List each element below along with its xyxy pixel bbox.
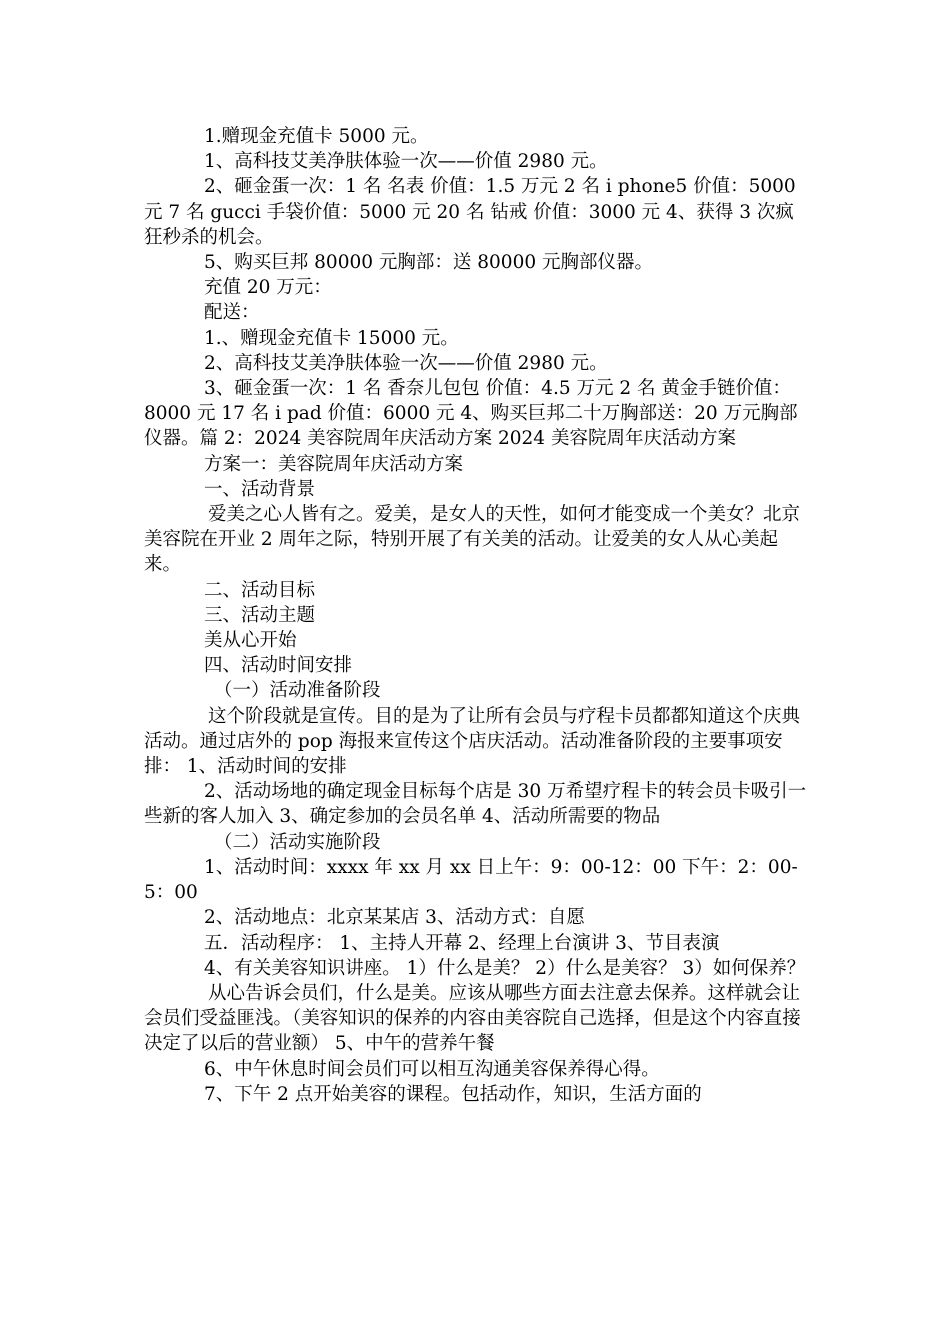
- paragraph: 3、砸金蛋一次：1 名 香奈儿包包 价值：4.5 万元 2 名 黄金手链价值：8000 元 17 名 i pad 价值：6000 元 4、购买巨邦二十万胸部送：20 万元胸部仪器。篇 2：2024 美容院周年庆活动方案 2024 美容院周年庆活动方案: [144, 378, 798, 450]
- paragraph: 从心告诉会员们，什么是美。应该从哪些方面去注意去保养。这样就会让会员们受益匪浅。（美容知识的保养的内容由美容院自己选择，但是这个内容直接决定了以后的营业额） 5、中午的营养午餐: [144, 982, 801, 1055]
- document-body: [144, 124, 810, 1107]
- paragraph: 三、活动主题: [204, 604, 316, 626]
- paragraph: 一、活动背景: [204, 478, 316, 500]
- paragraph: 1、高科技艾美净肤体验一次——价值 2980 元。: [204, 151, 608, 173]
- paragraph: （一）活动准备阶段: [214, 680, 381, 702]
- paragraph: 4、有关美容知识讲座。 1）什么是美？ 2）什么是美容？ 3）如何保养？: [204, 957, 806, 979]
- paragraph: 7、下午 2 点开始美容的课程。包括动作，知识，生活方面的: [204, 1083, 702, 1105]
- paragraph: 6、中午休息时间会员们可以相互沟通美容保养得心得。: [204, 1058, 660, 1080]
- paragraph: 四、活动时间安排: [204, 655, 353, 677]
- paragraph: 二、活动目标: [204, 579, 316, 601]
- paragraph: 五．活动程序： 1、主持人开幕 2、经理上台演讲 3、节目表演: [204, 932, 720, 954]
- paragraph: 配送：: [204, 302, 260, 324]
- paragraph: 2、活动场地的确定现金目标每个店是 30 万希望疗程卡的转会员卡吸引一些新的客人加入 3、确定参加的会员名单 4、活动所需要的物品: [144, 781, 807, 828]
- paragraph: （二）活动实施阶段: [214, 831, 381, 853]
- paragraph: 1.赠现金充值卡 5000 元。: [204, 126, 429, 147]
- paragraph: 这个阶段就是宣传。目的是为了让所有会员与疗程卡员都都知道这个庆典活动。通过店外的 pop 海报来宣传这个店庆活动。活动准备阶段的主要事项安排： 1、活动时间的安排: [144, 705, 801, 778]
- paragraph: 2、高科技艾美净肤体验一次——价值 2980 元。: [204, 352, 608, 374]
- paragraph: 1.、赠现金充值卡 15000 元。: [204, 327, 459, 349]
- paragraph: 2、活动地点：北京某某店 3、活动方式：自愿: [204, 907, 585, 929]
- paragraph: 1、活动时间：xxxx 年 xx 月 xx 日上午：9：00-12：00 下午：2：00-5：00: [144, 856, 798, 904]
- paragraph: 5、购买巨邦 80000 元胸部：送 80000 元胸部仪器。: [204, 252, 653, 274]
- paragraph: 2、砸金蛋一次：1 名 名表 价值：1.5 万元 2 名 i phone5 价值：5000 元 7 名 gucci 手袋价值：5000 元 20 名 钻戒 价值：3000 元 4、获得 3 次疯狂秒杀的机会。: [144, 176, 796, 248]
- paragraph: 美从心开始: [204, 630, 297, 652]
- paragraph: 方案一：美容院周年庆活动方案: [204, 453, 464, 475]
- paragraph: 爱美之心人皆有之。爱美，是女人的天性，如何才能变成一个美女？北京美容院在开业 2 周年之际，特别开展了有关美的活动。让爱美的女人从心美起来。: [144, 504, 801, 576]
- paragraph: 充值 20 万元：: [204, 277, 332, 299]
